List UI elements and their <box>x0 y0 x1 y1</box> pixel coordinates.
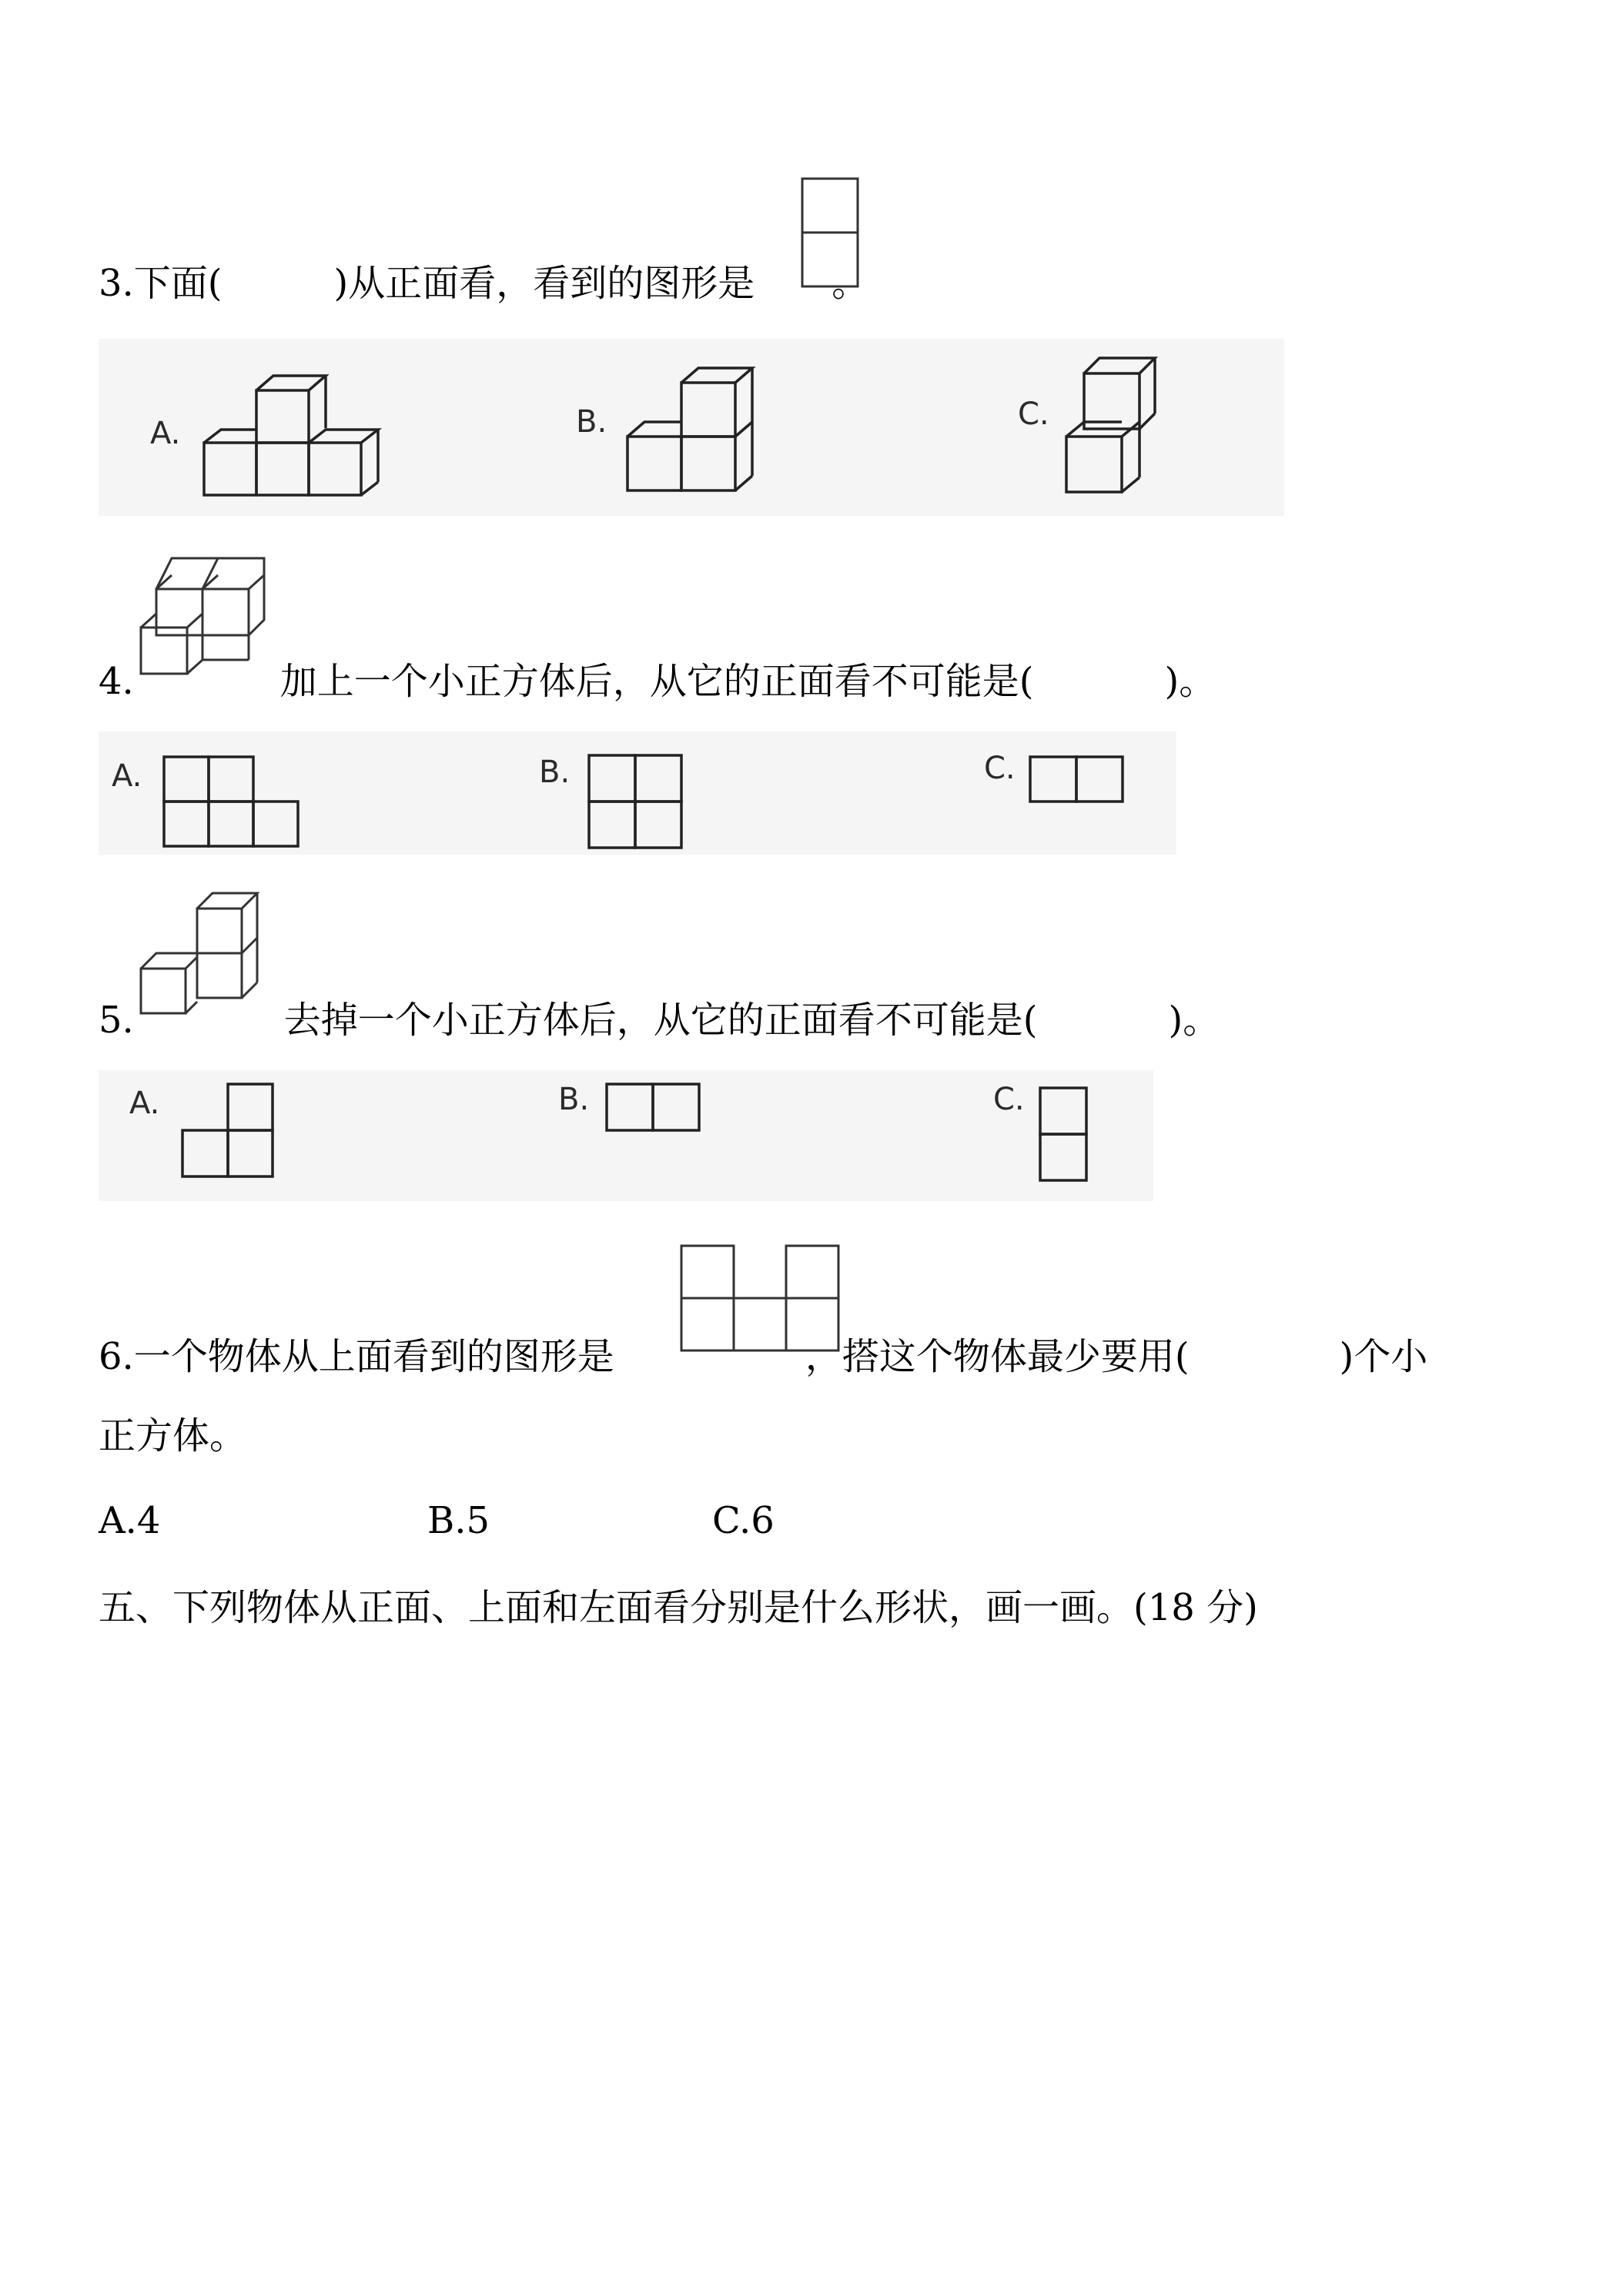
q4-option-b-label: B. <box>539 755 571 790</box>
q4-option-a-figure <box>162 755 304 851</box>
q4-option-c-label: C. <box>984 751 1016 786</box>
q4-stem: 4. 加上一个小正方体后，从它的正面看不可能是( )。 <box>99 660 1216 703</box>
q3-option-c-figure <box>1062 350 1170 504</box>
q4-option-a-label: A. <box>112 758 142 794</box>
section-5-title: 五、下列物体从正面、上面和左面看分别是什么形状，画一画。(18 分) <box>99 1586 1258 1629</box>
q3-option-b-label: B. <box>576 404 607 440</box>
q5-option-b-figure <box>604 1082 704 1136</box>
q3-option-a-figure <box>200 370 385 508</box>
q5-option-a-figure <box>180 1082 280 1182</box>
q5-option-c-label: C. <box>993 1082 1025 1117</box>
q3-option-c-label: C. <box>1018 397 1049 432</box>
q6-stem-line2: 正方体。 <box>99 1414 247 1458</box>
q6-choice-a: A.4 <box>99 1499 161 1542</box>
q6-stem-line1: 6.一个物体从上面看到的图形是 ，搭这个物体最少要用( )个小 <box>99 1335 1428 1378</box>
q3-stem: 3.下面( )从正面看，看到的图形是 。 <box>99 262 869 305</box>
q4-option-b-figure <box>587 753 687 849</box>
q6-choice-b: B.5 <box>427 1499 490 1542</box>
q4-option-c-figure <box>1028 755 1128 808</box>
q3-option-b-figure <box>624 362 762 500</box>
q5-option-b-label: B. <box>558 1082 590 1117</box>
q5-option-a-label: A. <box>129 1086 160 1121</box>
q6-choice-c: C.6 <box>712 1499 775 1542</box>
q5-option-c-figure <box>1038 1086 1092 1186</box>
q3-option-a-label: A. <box>150 416 181 451</box>
q5-stem: 5. 去掉一个小正方体后，从它的正面看不可能是( )。 <box>99 999 1220 1042</box>
